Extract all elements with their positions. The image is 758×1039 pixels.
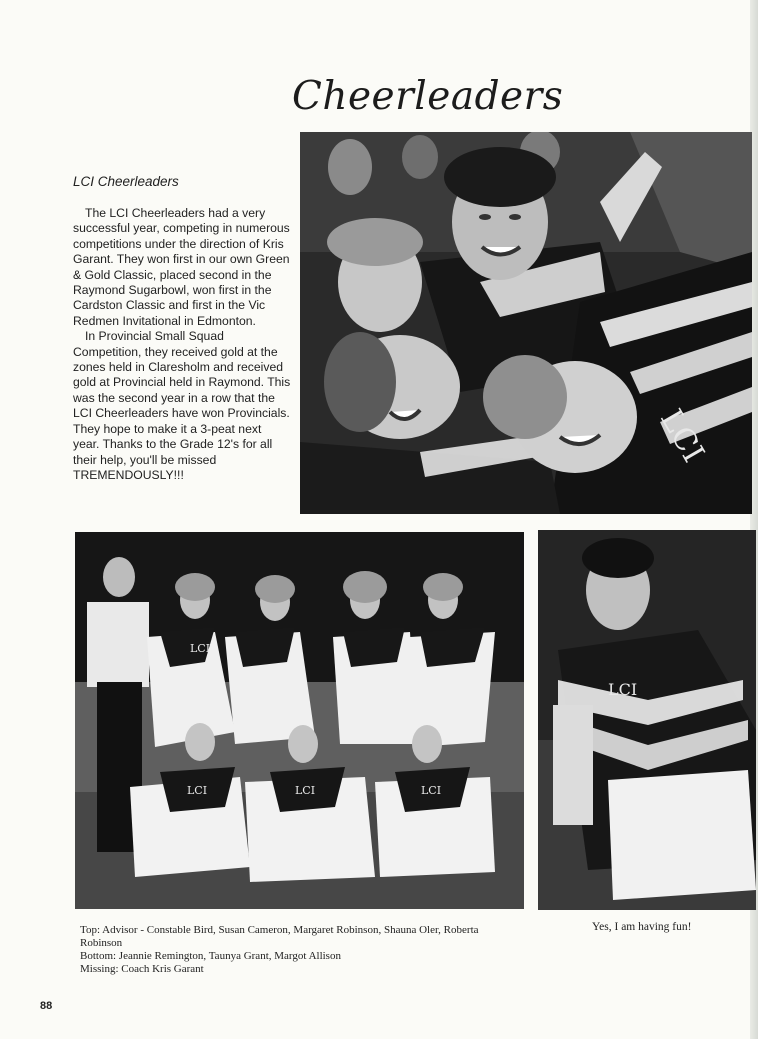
article-paragraph: In Provincial Small Squad Competition, they received gold at the zones held in Claresholm and received gold at Provincial held in Raymond. This was the second year in a row that the LCI Cheerleaders have won Provincials. They hope to make it a 3-peat next year. Thanks to the Grade 12's for all their help, you'll be missed TREMENDOUSLY!!! [73, 329, 291, 482]
group-uniform-text: LCI [421, 784, 442, 797]
group-uniform-text: LCI [187, 784, 208, 797]
top-photo-uniform-text: LCI [653, 403, 711, 469]
single-uniform-text: LCI [608, 680, 638, 699]
group-photo-caption [80, 924, 520, 976]
photo-top-image [300, 132, 752, 514]
article-paragraph: The LCI Cheerleaders had a very successful year, competing in numerous competitions under the direction of Kris Garant. They won first in our own Green & Gold Classic, placed second in the Raymond Sugarbowl, won first in the Cardston Classic and first in the Vic Redmen Invitational in Edmonton. [73, 206, 290, 328]
photo-group [75, 532, 524, 909]
article-subhead: LCI Cheerleaders [73, 174, 179, 189]
photo-single-cheerleader [538, 530, 756, 910]
page-title: Cheerleaders [292, 74, 564, 119]
photo-group-image [75, 532, 524, 909]
single-photo-caption: Yes, I am having fun! [592, 921, 692, 933]
article-body [73, 206, 291, 483]
caption-line: Top: Advisor - Constable Bird, Susan Cameron, Margaret Robinson, Shauna Oler, Roberta Robinson [80, 924, 479, 949]
caption-line: Bottom: Jeannie Remington, Taunya Grant, Margot Allison [80, 950, 341, 962]
photo-single-image [538, 530, 756, 910]
group-uniform-text: LCI [295, 784, 316, 797]
caption-line: Missing: Coach Kris Garant [80, 963, 204, 975]
photo-top-cheerleaders [300, 132, 752, 514]
group-uniform-text: LCI [190, 642, 211, 655]
page-number: 88 [40, 1000, 53, 1012]
